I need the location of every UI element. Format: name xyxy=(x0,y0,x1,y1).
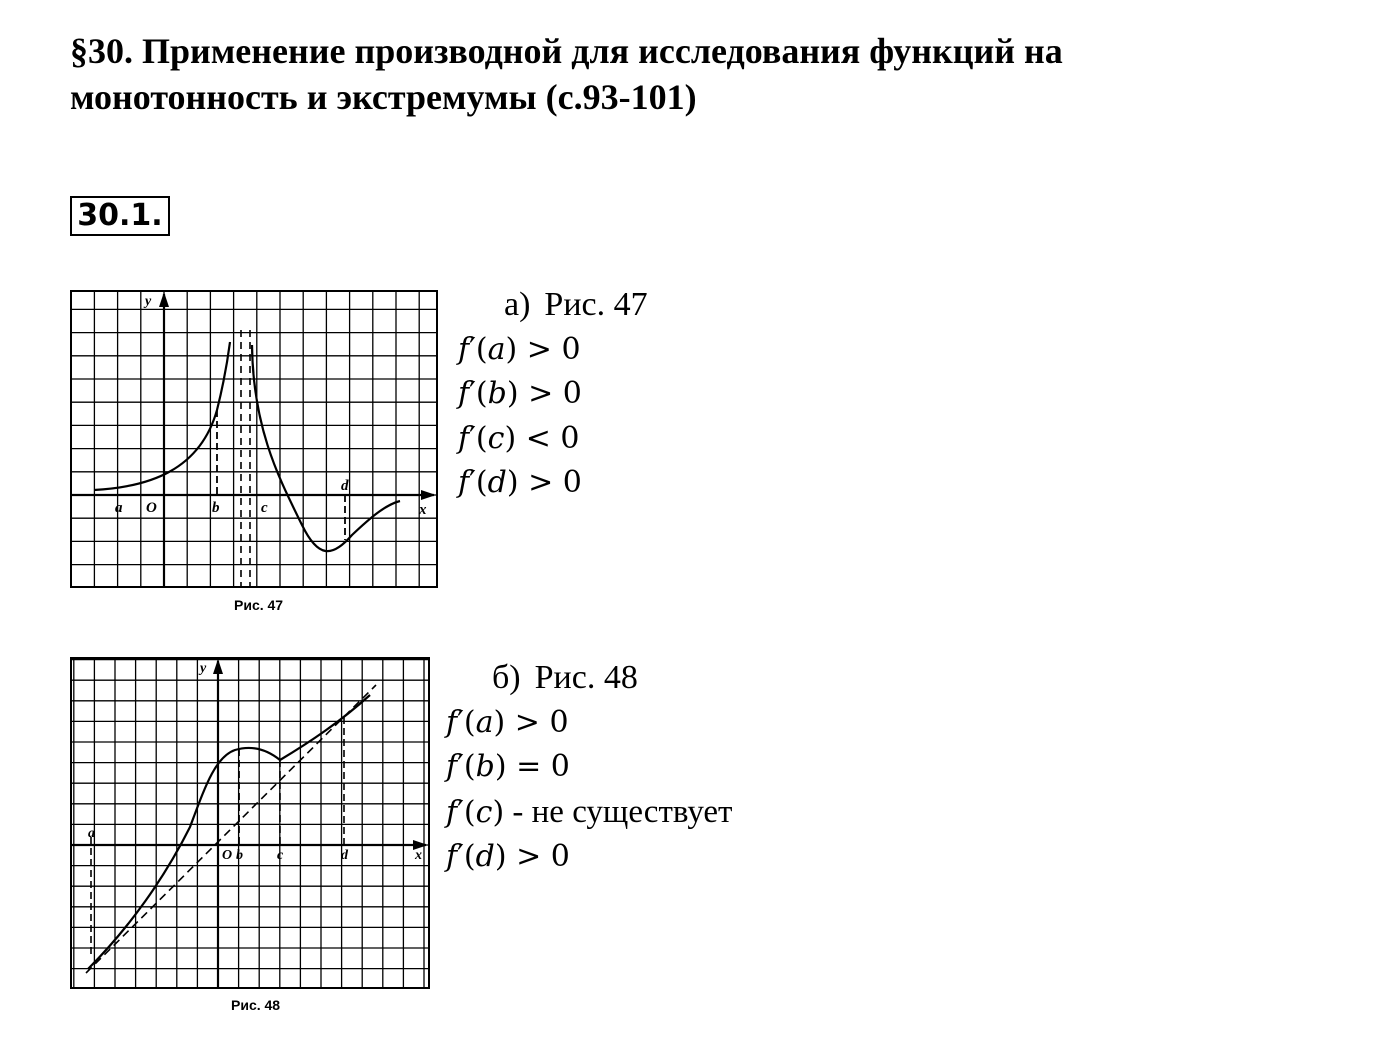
figure-47-caption: Рис. 47 xyxy=(234,597,284,613)
derivative-argument: a xyxy=(487,331,506,367)
figure-47-grid xyxy=(70,290,438,588)
derivative-relation: < 0 xyxy=(516,420,580,456)
derivative-argument: c xyxy=(487,420,505,456)
derivative-line: f′(b) > 0 xyxy=(458,376,582,411)
figure-47-graph xyxy=(70,290,438,588)
answer-a-letter: а) xyxy=(504,286,531,323)
fig48-label-x: x xyxy=(415,848,422,863)
fig48-label-d: d xyxy=(341,848,348,863)
fig47-label-d: d xyxy=(341,478,349,494)
answer-b-letter: б) xyxy=(492,659,521,696)
answer-a-ref: Рис. 47 xyxy=(544,286,648,323)
derivative-relation: > 0 xyxy=(518,465,582,500)
derivative-argument: b xyxy=(475,749,495,784)
answer-a-rows xyxy=(458,328,648,506)
derivative-relation: > 0 xyxy=(517,331,581,367)
fig48-label-y: y xyxy=(200,661,207,676)
fig48-label-a: a xyxy=(88,826,95,841)
answer-a xyxy=(458,283,648,506)
derivative-relation: = 0 xyxy=(506,749,570,784)
fig47-label-c: c xyxy=(261,500,268,516)
derivative-line: f′(b) = 0 xyxy=(446,749,570,784)
figure-48-caption: Рис. 48 xyxy=(231,997,281,1013)
derivative-line: f′(c) - не существует xyxy=(446,793,733,830)
fig48-label-b: b xyxy=(236,848,243,863)
answer-b xyxy=(446,656,732,880)
fig47-label-x: x xyxy=(419,502,427,518)
fig47-label-b: b xyxy=(212,500,220,516)
fig47-label-a: a xyxy=(115,500,123,516)
derivative-argument: a xyxy=(475,704,494,740)
derivative-line: f′(a) > 0 xyxy=(446,704,569,740)
task-number-box: 30.1. xyxy=(70,196,170,236)
page-title xyxy=(70,28,1370,120)
answer-b-ref: Рис. 48 xyxy=(534,659,638,696)
derivative-relation: > 0 xyxy=(518,376,582,411)
figure-48-grid xyxy=(70,657,430,989)
fig47-label-o: O xyxy=(146,500,157,516)
answer-a-heading xyxy=(458,283,648,328)
fig48-label-o: O xyxy=(222,848,233,863)
derivative-line: f′(a) > 0 xyxy=(458,331,581,367)
answer-b-rows xyxy=(446,701,732,880)
answer-b-heading xyxy=(446,656,732,701)
title-line-1: §30. Применение производной для исследования функций на xyxy=(70,31,1063,71)
figure-48-graph xyxy=(70,657,430,989)
derivative-line: f′(d) > 0 xyxy=(446,839,570,874)
derivative-argument: d xyxy=(487,465,507,500)
derivative-line: f′(c) < 0 xyxy=(458,420,580,456)
derivative-line: f′(d) > 0 xyxy=(458,465,582,500)
derivative-relation: > 0 xyxy=(506,839,570,874)
derivative-relation: > 0 xyxy=(505,704,569,740)
derivative-note: - не существует xyxy=(504,793,733,830)
fig48-label-c: c xyxy=(277,848,284,863)
fig47-label-y: y xyxy=(145,294,152,309)
derivative-argument: b xyxy=(487,376,507,411)
derivative-argument: c xyxy=(475,794,493,830)
title-line-2: монотонность и экстремумы (с.93-101) xyxy=(70,77,697,117)
derivative-argument: d xyxy=(475,839,495,874)
